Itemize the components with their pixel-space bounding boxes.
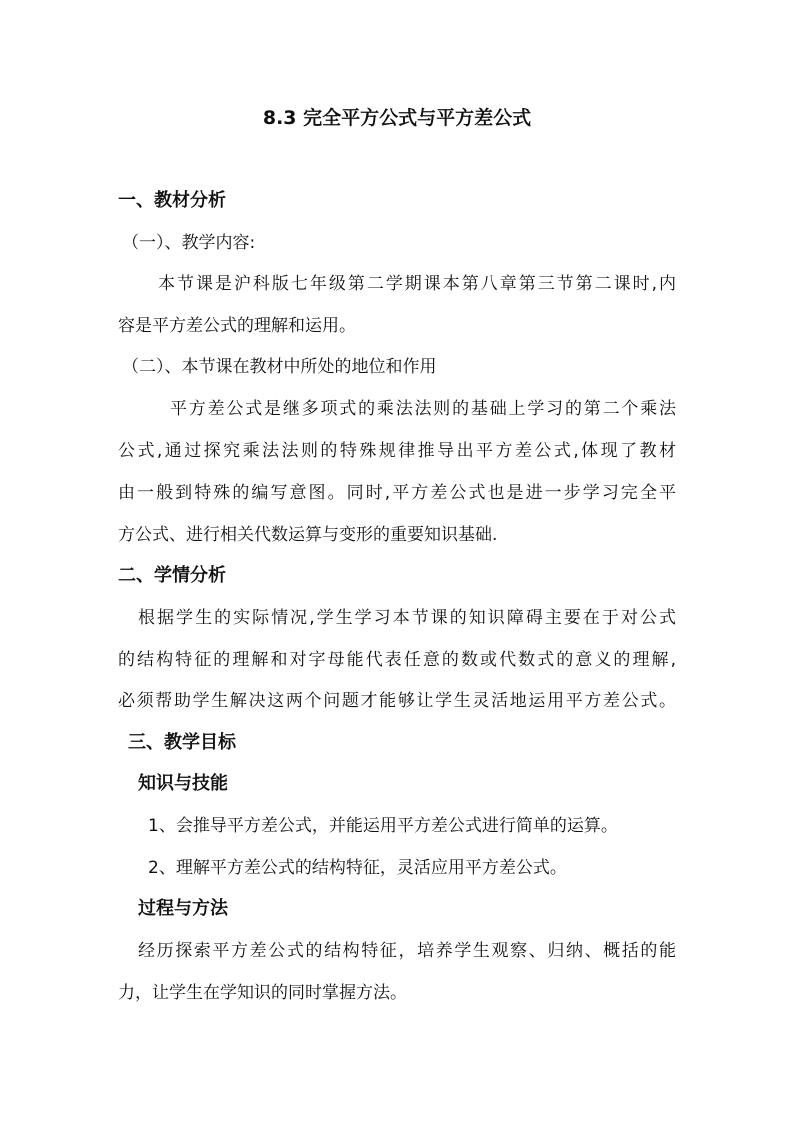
subsection-label-position-role: （二）、本节课在教材中所处的地位和作用 xyxy=(122,357,437,377)
paragraph-line: 容是平方差公式的理解和运用。 xyxy=(118,316,356,336)
paragraph-line: 公式,通过探究乘法法则的特殊规律推导出平方差公式,体现了教材 xyxy=(118,441,676,461)
paragraph-line: 由一般到特殊的编写意图。同时,平方差公式也是进一步学习完全平 xyxy=(118,483,676,503)
section-heading-textbook-analysis: 一、教材分析 xyxy=(118,190,226,211)
subheading-knowledge-skills: 知识与技能 xyxy=(138,773,228,794)
paragraph-line: 方公式、进行相关代数运算与变形的重要知识基础. xyxy=(118,525,498,545)
section-heading-student-analysis: 二、学情分析 xyxy=(118,565,226,586)
subheading-process-method: 过程与方法 xyxy=(138,898,228,919)
goal-item: 1、会推导平方差公式，并能运用平方差公式进行简单的运算。 xyxy=(148,816,618,836)
paragraph-line: 根据学生的实际情况,学生学习本节课的知识障碍主要在于对公式 xyxy=(138,608,676,628)
paragraph-line: 本节课是沪科版七年级第二学期课本第八章第三节第二课时,内 xyxy=(158,274,676,294)
goal-item: 2、理解平方差公式的结构特征，灵活应用平方差公式。 xyxy=(148,858,567,878)
paragraph-line: 必须帮助学生解决这两个问题才能够让学生灵活地运用平方差公式。 xyxy=(118,691,676,711)
paragraph-line: 力，让学生在学知识的同时掌握方法。 xyxy=(118,983,407,1003)
document-title: 8.3 完全平方公式与平方差公式 xyxy=(262,107,532,129)
paragraph-line: 的结构特征的理解和对字母能代表任意的数或代数式的意义的理解, xyxy=(118,650,676,670)
subsection-label-teaching-content: （一）、教学内容: xyxy=(122,233,256,253)
paragraph-line: 经历探索平方差公式的结构特征，培养学生观察、归纳、概括的能 xyxy=(138,941,676,961)
paragraph-line: 平方差公式是继多项式的乘法法则的基础上学习的第二个乘法 xyxy=(170,399,676,419)
section-heading-teaching-goals: 三、教学目标 xyxy=(128,732,236,753)
